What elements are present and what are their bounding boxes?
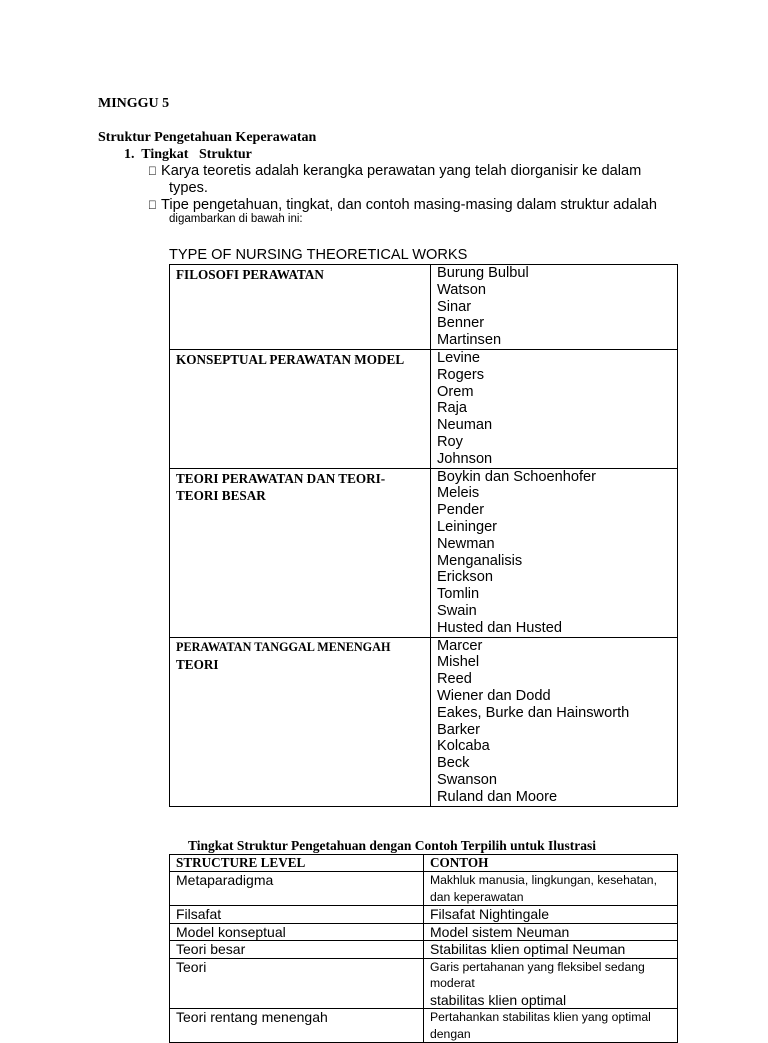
category-label: TEORI bbox=[176, 656, 219, 672]
structure-level-table bbox=[169, 854, 678, 1043]
table-title: TYPE OF NURSING THEORETICAL WORKS bbox=[169, 247, 468, 263]
theorist-name: Burung Bulbul bbox=[437, 265, 529, 281]
theorist-name: Newman bbox=[437, 535, 495, 552]
category-label: PERAWATAN TANGGAL MENENGAH bbox=[176, 639, 391, 654]
example-text: Pertahankan stabilitas klien yang optimal dengan bbox=[430, 1010, 651, 1041]
theorist-name: Husted dan Husted bbox=[437, 619, 562, 636]
theorist-name: Neuman bbox=[437, 417, 493, 434]
bullet-item bbox=[148, 197, 681, 214]
category-label: FILOSOFI PERAWATAN bbox=[176, 267, 324, 282]
theorist-name: Boykin dan Schoenhofer bbox=[437, 468, 597, 485]
theorist-name: Barker bbox=[437, 721, 480, 738]
theorist-name: Levine bbox=[437, 349, 481, 366]
theorist-name: Marcer bbox=[437, 637, 483, 654]
theorist-name: Swain bbox=[437, 602, 477, 619]
theorist-name: Menganalisis bbox=[437, 552, 523, 569]
theorists-cell bbox=[431, 349, 678, 468]
theorist-name: Watson bbox=[437, 281, 486, 298]
theorist-name: Sinar bbox=[437, 298, 472, 315]
table-row bbox=[170, 958, 678, 1009]
page-heading: MINGGU 5 bbox=[98, 96, 170, 111]
bullet-continuation: types. bbox=[169, 180, 208, 196]
table-row bbox=[170, 872, 678, 906]
table-row bbox=[170, 941, 678, 959]
table-row bbox=[170, 637, 678, 806]
category-cell bbox=[170, 349, 431, 468]
table-row bbox=[170, 906, 678, 924]
theorist-name: Roy bbox=[437, 433, 463, 450]
example-text: Makhluk manusia, lingkungan, kesehatan, dan keperawatan bbox=[430, 873, 657, 904]
column-header: CONTOH bbox=[424, 855, 678, 872]
example-cell bbox=[424, 906, 678, 924]
bullet-item bbox=[148, 163, 681, 180]
theorist-name: Wiener dan Dodd bbox=[437, 687, 551, 704]
table-header-row bbox=[170, 855, 678, 872]
table-row bbox=[170, 468, 678, 637]
column-header: STRUCTURE LEVEL bbox=[170, 855, 424, 872]
theorist-name: Reed bbox=[437, 671, 472, 688]
example-cell bbox=[424, 941, 678, 959]
theorist-name: Erickson bbox=[437, 569, 493, 586]
theorist-name: Meleis bbox=[437, 485, 480, 502]
structure-level-cell: Filsafat bbox=[170, 906, 424, 924]
theorist-name: Pender bbox=[437, 502, 485, 519]
bullet-text: Tipe pengetahuan, tingkat, dan contoh masing-masing dalam struktur adalah bbox=[161, 197, 657, 213]
category-cell bbox=[170, 468, 431, 637]
theorist-name: Tomlin bbox=[437, 586, 480, 603]
category-cell bbox=[170, 637, 431, 806]
table-row bbox=[170, 265, 678, 350]
bullet-icon bbox=[148, 163, 161, 180]
theorist-name: Raja bbox=[437, 400, 468, 417]
theorist-name: Mishel bbox=[437, 654, 480, 671]
structure-level-cell: Model konseptual bbox=[170, 923, 424, 941]
structure-level-cell: Teori besar bbox=[170, 941, 424, 959]
table-title: Tingkat Struktur Pengetahuan dengan Contoh Terpilih untuk Ilustrasi bbox=[188, 838, 597, 853]
bullet-continuation: digambarkan di bawah ini: bbox=[169, 213, 303, 225]
list-item-1: 1. Tingkat Struktur bbox=[124, 147, 252, 162]
theorist-name: Leininger bbox=[437, 518, 498, 535]
table-row bbox=[170, 923, 678, 941]
theorist-name: Johnson bbox=[437, 450, 493, 467]
example-text: stabilitas klien optimal bbox=[430, 991, 567, 1008]
theorist-name: Beck bbox=[437, 755, 470, 772]
example-cell bbox=[424, 872, 678, 906]
category-label: KONSEPTUAL PERAWATAN MODEL bbox=[176, 351, 405, 367]
table-row bbox=[170, 1009, 678, 1043]
theoretical-works-table bbox=[169, 264, 678, 807]
theorist-name: Benner bbox=[437, 315, 485, 332]
theorist-name: Kolcaba bbox=[437, 738, 490, 755]
table-row bbox=[170, 349, 678, 468]
example-text: Garis pertahanan yang fleksibel sedang moderat bbox=[430, 959, 645, 990]
theorists-cell bbox=[431, 265, 678, 350]
example-text: Filsafat Nightingale bbox=[430, 906, 550, 922]
example-cell bbox=[424, 923, 678, 941]
theorist-name: Orem bbox=[437, 383, 474, 400]
structure-level-cell: Teori bbox=[170, 958, 424, 1009]
category-label: TEORI PERAWATAN DAN TEORI-TEORI BESAR bbox=[176, 470, 386, 503]
theorist-name: Rogers bbox=[437, 366, 485, 383]
example-text: Model sistem Neuman bbox=[430, 923, 570, 940]
structure-level-cell: Metaparadigma bbox=[170, 872, 424, 906]
theorist-name: Martinsen bbox=[437, 332, 502, 349]
category-cell bbox=[170, 265, 431, 350]
section-title: Struktur Pengetahuan Keperawatan bbox=[98, 130, 317, 145]
theorist-name: Ruland dan Moore bbox=[437, 788, 558, 805]
example-cell bbox=[424, 1009, 678, 1043]
example-cell bbox=[424, 958, 678, 1009]
theorist-name: Eakes, Burke dan Hainsworth bbox=[437, 704, 630, 721]
theorists-cell bbox=[431, 637, 678, 806]
structure-level-cell: Teori rentang menengah bbox=[170, 1009, 424, 1043]
bullet-text: Karya teoretis adalah kerangka perawatan yang telah diorganisir ke dalam bbox=[161, 163, 642, 179]
bullet-icon bbox=[148, 197, 161, 214]
example-text: Stabilitas klien optimal Neuman bbox=[430, 941, 626, 957]
theorist-name: Swanson bbox=[437, 771, 498, 788]
theorists-cell bbox=[431, 468, 678, 637]
